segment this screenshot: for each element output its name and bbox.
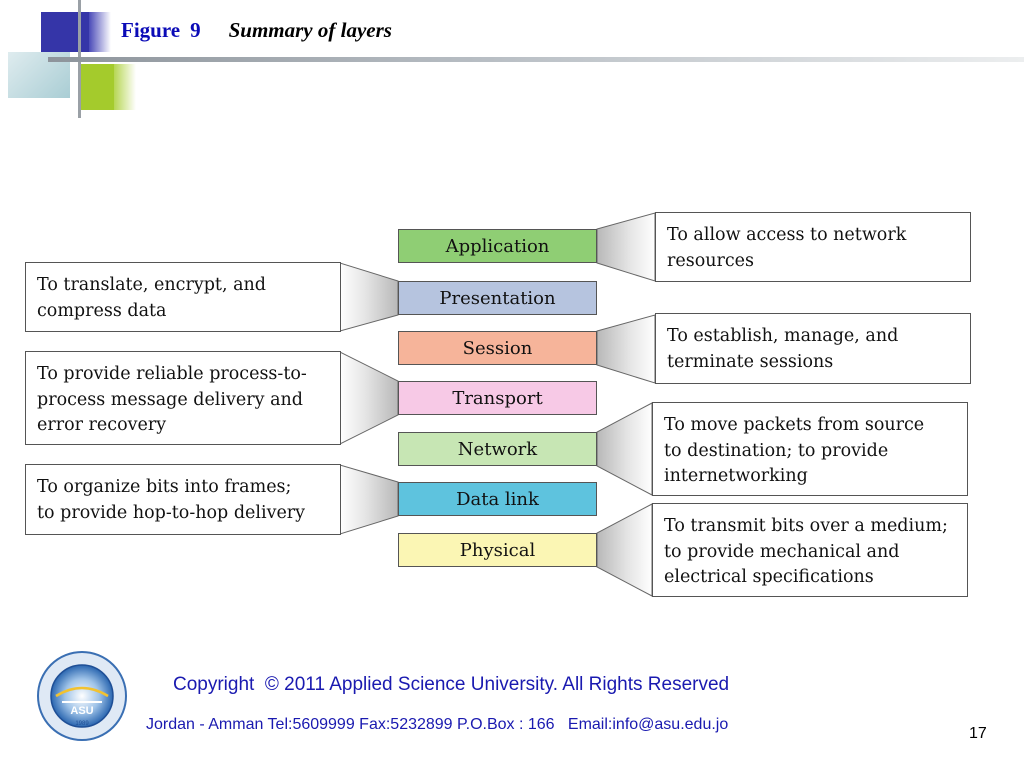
contact-address: Jordan - Amman Tel:5609999 Fax:5232899 P.O.Box : 166 Email:info@asu.edu.jo	[146, 716, 729, 733]
description-data-link: To organize bits into frames; to provide hop-to-hop delivery	[25, 464, 341, 535]
copyright-notice: Copyright © 2011 Applied Science University. All Rights Reserved	[173, 674, 730, 695]
funnel-network	[597, 403, 652, 495]
title-figure-number: 9	[190, 18, 201, 42]
description-physical: To transmit bits over a medium; to provide mechanical and electrical specifications	[652, 503, 968, 597]
layer-data-link: Data link	[398, 482, 597, 516]
layer-transport: Transport	[398, 381, 597, 415]
logo-text: ASU	[70, 705, 94, 717]
funnel-application	[597, 213, 655, 281]
logo-year: 1989	[75, 721, 89, 727]
description-network: To move packets from source to destination; to provide internetworking	[652, 402, 968, 496]
title-subtitle: Summary of layers	[228, 18, 392, 42]
funnel-presentation	[340, 263, 398, 331]
layer-application: Application	[398, 229, 597, 263]
page-number: 17	[969, 725, 987, 742]
layer-session: Session	[398, 331, 597, 365]
funnel-transport	[340, 352, 398, 444]
description-application: To allow access to network resources	[655, 212, 971, 282]
title-figure-word: Figure	[121, 18, 181, 42]
university-logo	[32, 650, 142, 750]
layer-physical: Physical	[398, 533, 597, 567]
description-presentation: To translate, encrypt, and compress data	[25, 262, 341, 332]
description-session: To establish, manage, and terminate sessions	[655, 313, 971, 384]
funnel-data-link	[340, 465, 398, 534]
layer-network: Network	[398, 432, 597, 466]
description-transport: To provide reliable process-to- process message delivery and error recovery	[25, 351, 341, 445]
funnel-session	[597, 315, 655, 383]
funnel-physical	[597, 504, 652, 596]
layer-presentation: Presentation	[398, 281, 597, 315]
